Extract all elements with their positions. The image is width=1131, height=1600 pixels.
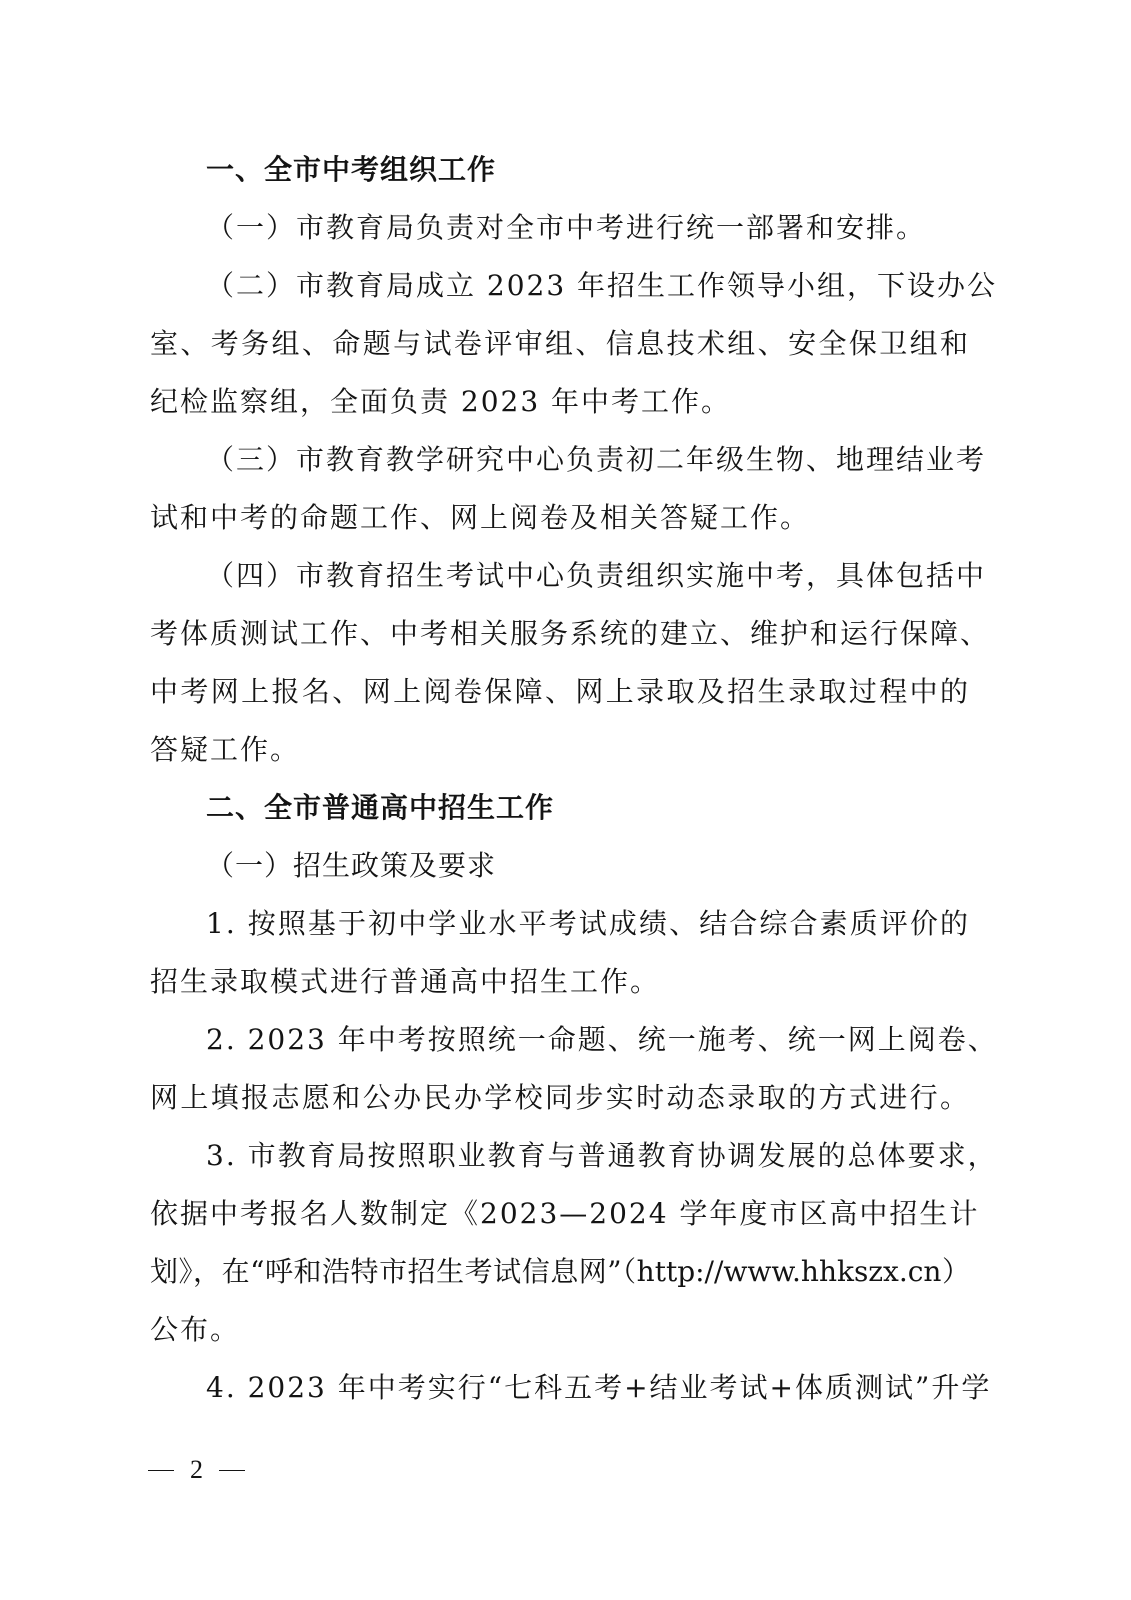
section-heading-1: 一、全市中考组织工作 — [206, 153, 497, 186]
paragraph-line: 依据中考报名人数制定《2023—2024 学年度市区高中招生计 — [150, 1197, 980, 1230]
paragraph-line: 室、考务组、命题与试卷评审组、信息技术组、安全保卫组和 — [150, 327, 970, 360]
footer-dash-right — [219, 1470, 245, 1471]
paragraph-line: 2. 2023 年中考按照统一命题、统一施考、统一网上阅卷、 — [206, 1023, 998, 1056]
paragraph-line: 3. 市教育局按照职业教育与普通教育协调发展的总体要求， — [206, 1139, 998, 1172]
paragraph-line: 考体质测试工作、中考相关服务系统的建立、维护和运行保障、 — [150, 617, 991, 650]
paragraph-line: （一）市教育局负责对全市中考进行统一部署和安排。 — [206, 211, 927, 244]
footer-dash-left — [148, 1470, 174, 1471]
paragraph-line: 网上填报志愿和公办民办学校同步实时动态录取的方式进行。 — [150, 1081, 970, 1114]
section-heading-2: 二、全市普通高中招生工作 — [206, 791, 555, 824]
paragraph-line: 划》，在“呼和浩特市招生考试信息网”（http://www.hhkszx.cn） — [150, 1255, 970, 1288]
paragraph-line: 1. 按照基于初中学业水平考试成绩、结合综合素质评价的 — [206, 907, 970, 940]
page-number: 2 — [190, 1455, 203, 1484]
paragraph-line: 试和中考的命题工作、网上阅卷及相关答疑工作。 — [150, 501, 811, 534]
paragraph-line: 4. 2023 年中考实行“七科五考+结业考试+体质测试”升学 — [206, 1371, 992, 1404]
paragraph-line: 纪检监察组，全面负责 2023 年中考工作。 — [150, 385, 732, 418]
paragraph-line: （四）市教育招生考试中心负责组织实施中考，具体包括中 — [206, 559, 987, 592]
paragraph-line: 答疑工作。 — [150, 733, 301, 766]
paragraph-line: 中考网上报名、网上阅卷保障、网上录取及招生录取过程中的 — [150, 675, 970, 708]
paragraph-line: 公布。 — [150, 1313, 241, 1346]
paragraph-line: （三）市教育教学研究中心负责初二年级生物、地理结业考 — [206, 443, 987, 476]
subsection-heading: （一）招生政策及要求 — [206, 849, 497, 882]
paragraph-line: （二）市教育局成立 2023 年招生工作领导小组，下设办公 — [206, 269, 998, 302]
page-footer — [148, 1452, 245, 1488]
paragraph-line: 招生录取模式进行普通高中招生工作。 — [150, 965, 661, 998]
